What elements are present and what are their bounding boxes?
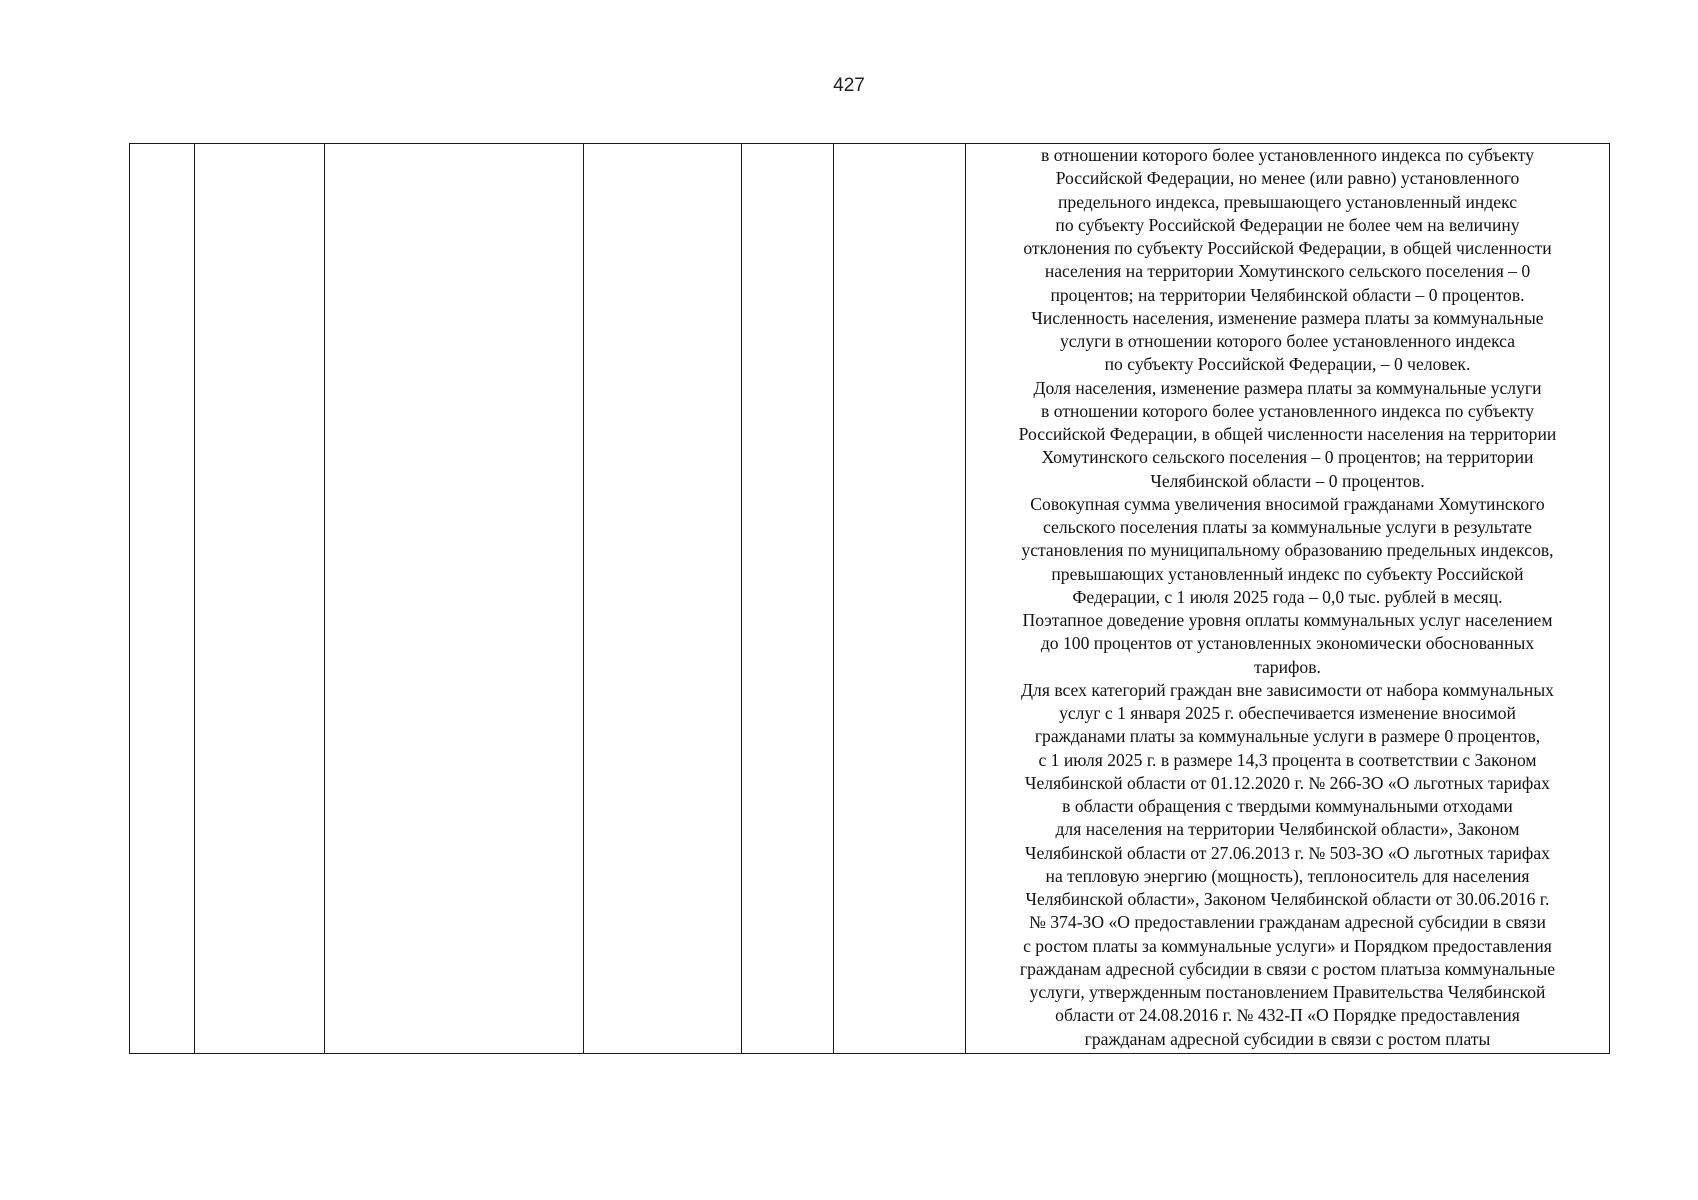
text-line: по субъекту Российской Федерации, – 0 человек.: [1104, 354, 1471, 375]
text-line: Федерации, с 1 июля 2025 года – 0,0 тыс. рублей в месяц.: [1072, 586, 1503, 607]
text-line: Поэтапное доведение уровня оплаты коммунальных услуг населением: [1022, 610, 1553, 630]
text-line: № 374-ЗО «О предоставлении гражданам адресной субсидии в связи: [1029, 912, 1546, 933]
text-line: до 100 процентов от установленных экономически обоснованных: [1040, 633, 1535, 654]
text-line: для населения на территории Челябинской области», Законом: [1055, 819, 1520, 840]
text-line: Численность населения, изменение размера платы за коммунальные: [1031, 307, 1544, 328]
text-line: гражданам адресной субсидии в связи с ростом платы: [1084, 1028, 1491, 1049]
text-line: гражданами платы за коммунальные услуги в размере 0 процентов,: [1034, 726, 1541, 747]
text-line: на тепловую энергию (мощность), теплоноситель для населения: [1045, 865, 1530, 886]
text-line: Доля населения, изменение размера платы за коммунальные услуги: [1033, 377, 1542, 398]
text-line: Хомутинского сельского поселения – 0 процентов; на территории: [1041, 447, 1534, 468]
text-line: населения на территории Хомутинского сельского поселения – 0: [1044, 261, 1531, 282]
text-line: предельного индекса, превышающего установленный индекс: [1057, 191, 1518, 212]
empty-cell-1: [130, 144, 195, 1054]
text-line: услуг с 1 января 2025 г. обеспечивается изменение вносимой: [1059, 703, 1516, 723]
text-line: в отношении которого более установленного индекса по субъекту: [1041, 400, 1534, 421]
text-line: Российской Федерации, но менее (или равно) установленного: [1055, 168, 1520, 189]
text-line: услуги, утвержденным постановлением Правительства Челябинской: [1029, 982, 1546, 1002]
text-line: по субъекту Российской Федерации не более чем на величину: [1055, 214, 1520, 235]
document-table: [129, 143, 1610, 1054]
empty-cell-4: [584, 144, 742, 1054]
text-line: превышающих установленный индекс по субъекту Российской: [1051, 563, 1524, 584]
text-line: установления по муниципальному образованию предельных индексов,: [1021, 540, 1554, 561]
text-line: тарифов.: [1254, 656, 1321, 677]
text-line: Для всех категорий граждан вне зависимости от набора коммунальных: [1021, 679, 1554, 700]
page-number: 427: [833, 75, 865, 96]
text-line: с 1 июля 2025 г. в размере 14,3 процента в соответствии с Законом: [1038, 749, 1537, 770]
text-line: отклонения по субъекту Российской Федерации, в общей численности: [1023, 238, 1552, 258]
text-line: области от 24.08.2016 г. № 432-П «О Порядке предоставления: [1055, 1005, 1520, 1026]
text-line: с ростом платы за коммунальные услуги» и Порядком предоставления: [1023, 935, 1552, 956]
text-line: Челябинской области от 27.06.2013 г. № 503-ЗО «О льготных тарифах: [1025, 842, 1550, 863]
text-line: Челябинской области от 01.12.2020 г. № 266-ЗО «О льготных тарифах: [1025, 772, 1550, 793]
empty-cell-5: [742, 144, 834, 1054]
empty-cell-6: [834, 144, 966, 1054]
description-cell: [966, 144, 1610, 1054]
text-line: сельского поселения платы за коммунальные услуги в результате: [1043, 517, 1532, 537]
text-line: Российской Федерации, в общей численности населения на территории: [1018, 424, 1557, 444]
text-line: Совокупная сумма увеличения вносимой гражданами Хомутинского: [1030, 493, 1545, 514]
text-line: услуги в отношении которого более установленного индекса: [1059, 331, 1516, 351]
text-line: Челябинской области», Законом Челябинской области от 30.06.2016 г.: [1025, 889, 1550, 909]
text-line: гражданам адресной субсидии в связи с ростом платыза коммунальные: [1019, 958, 1556, 979]
table-row: [130, 144, 1610, 1054]
text-line: процентов; на территории Челябинской области – 0 процентов.: [1050, 284, 1525, 305]
empty-cell-3: [325, 144, 584, 1054]
text-line: в области обращения с твердыми коммунальными отходами: [1062, 796, 1513, 816]
text-line: Челябинской области – 0 процентов.: [1150, 470, 1425, 491]
empty-cell-2: [195, 144, 325, 1054]
text-line: в отношении которого более установленного индекса по субъекту: [1041, 145, 1534, 165]
